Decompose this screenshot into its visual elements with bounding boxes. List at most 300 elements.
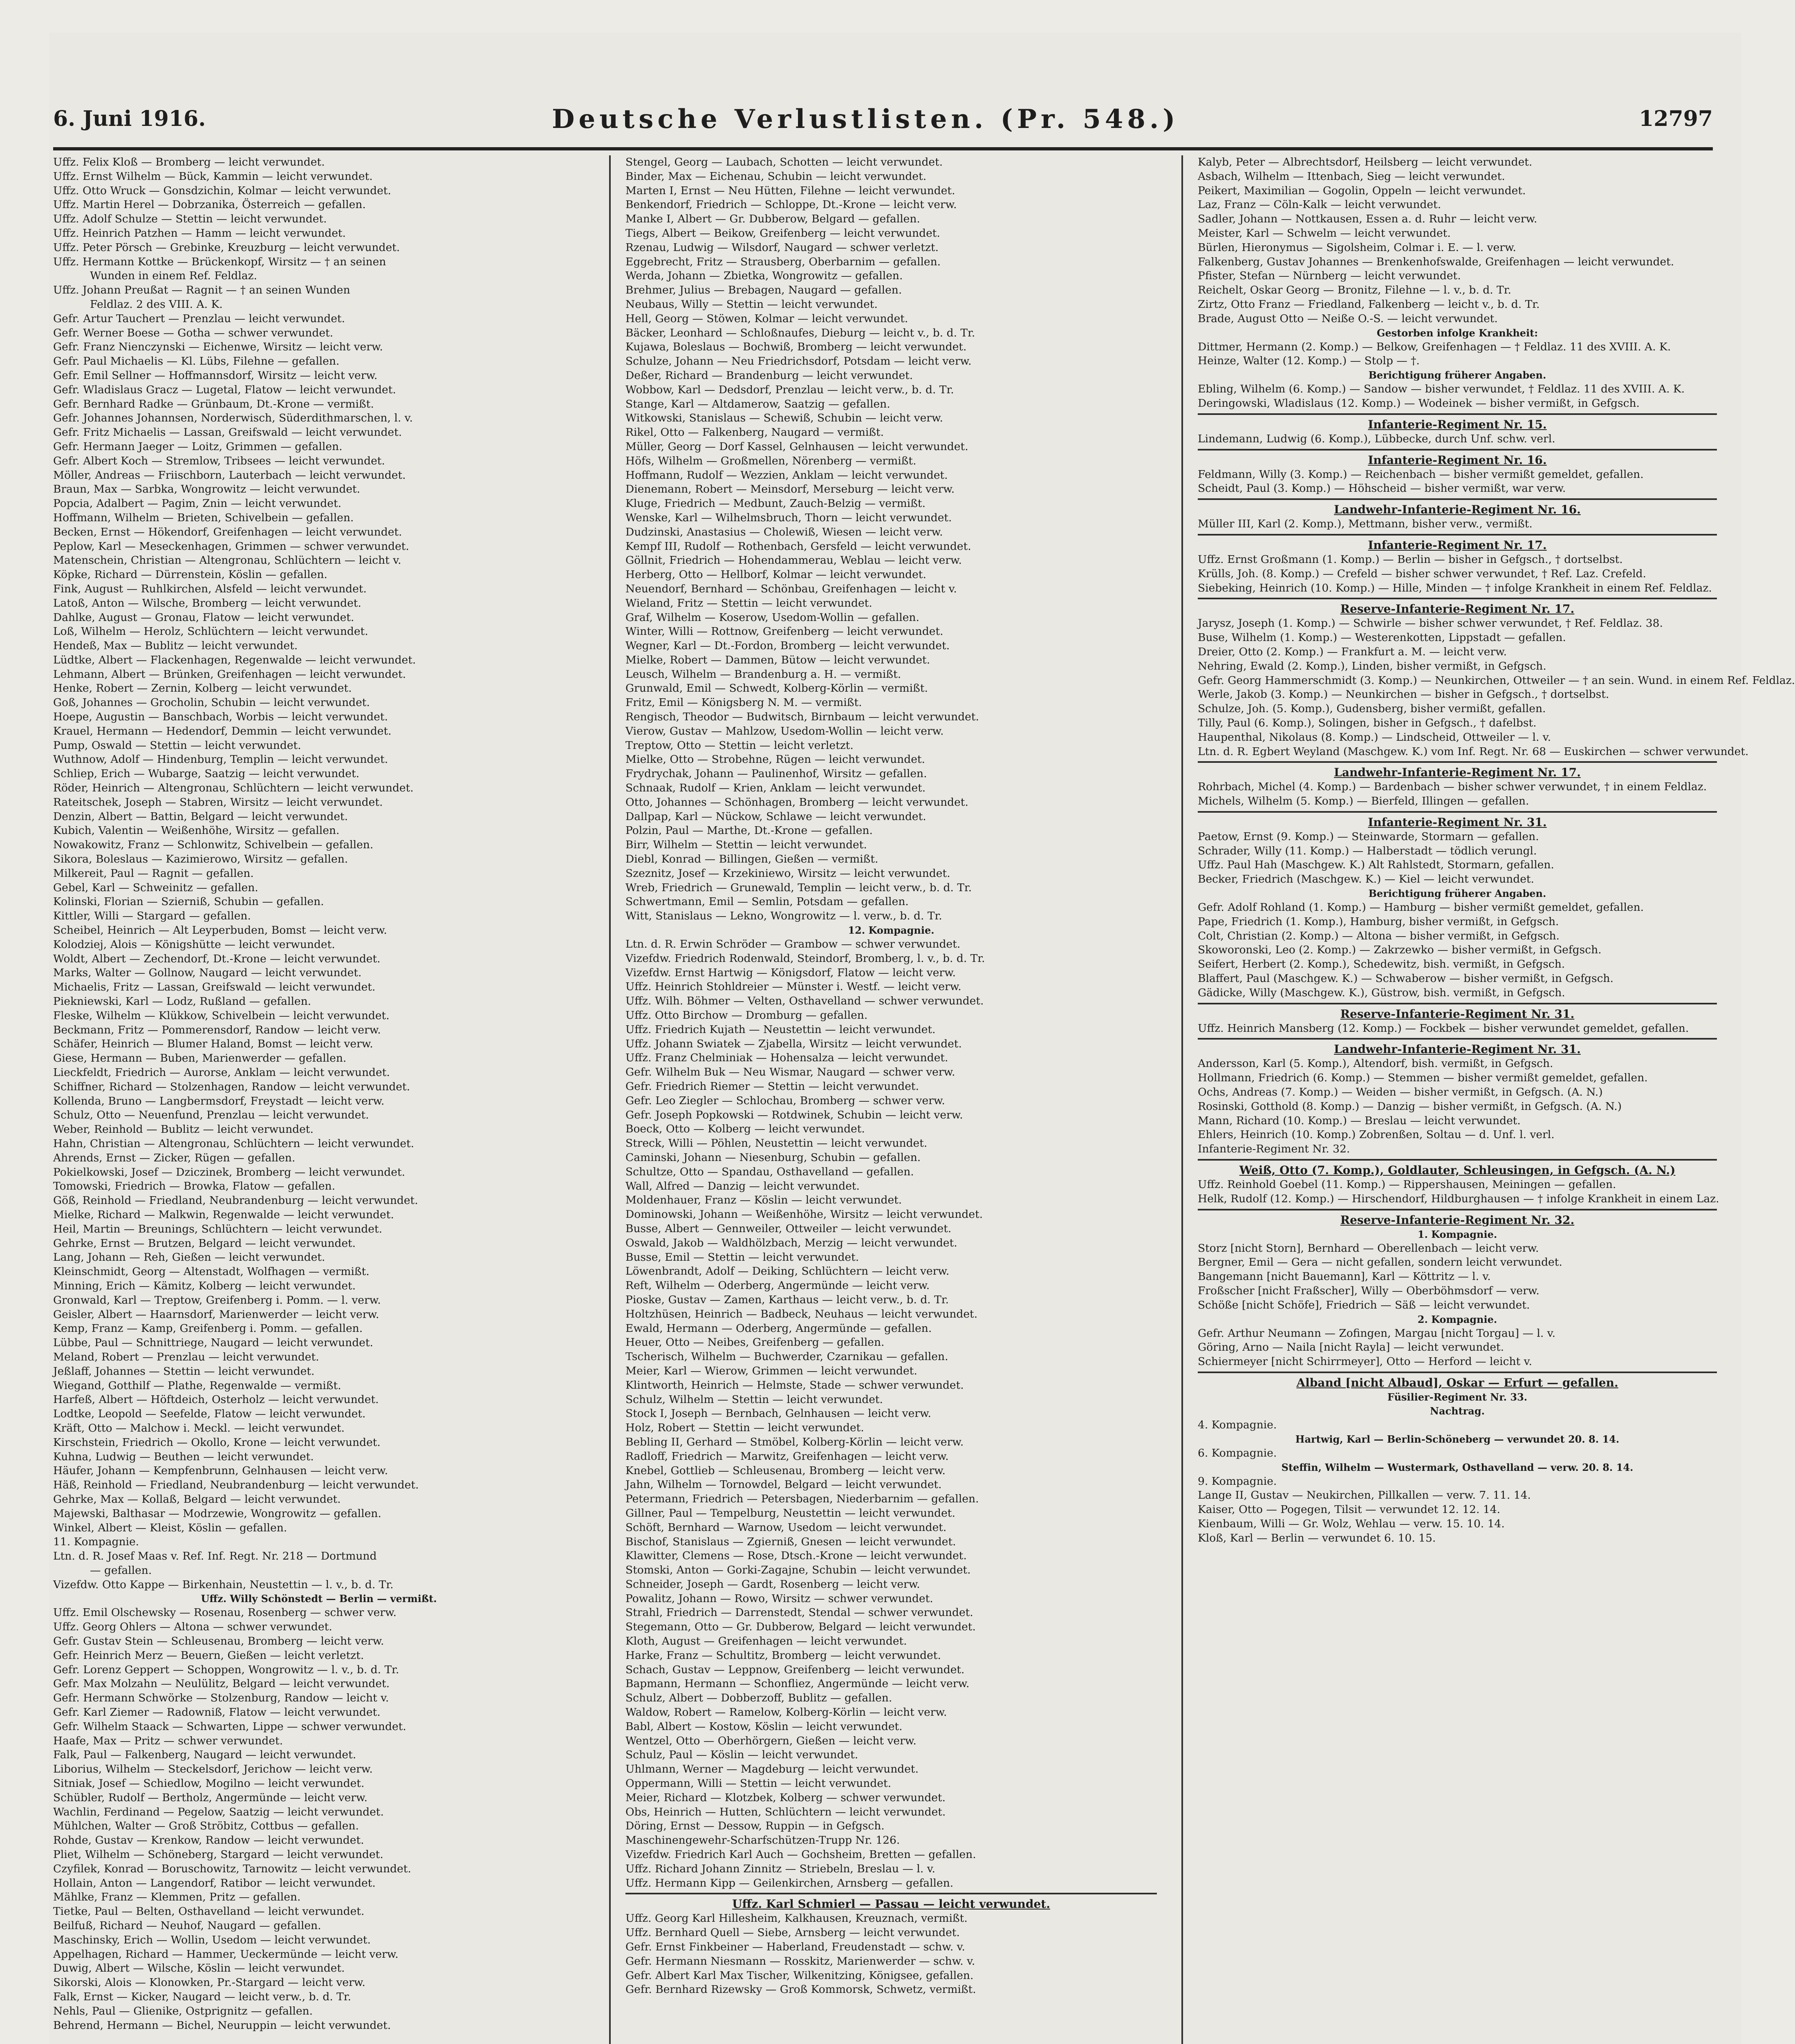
casualty-entry: Schwertmann, Emil — Semlin, Potsdam — gefallen.	[625, 895, 909, 908]
casualty-entry: Lehmann, Albert — Brünken, Greifenhagen — leicht verwundet.	[53, 668, 406, 681]
casualty-entry: Waldow, Robert — Ramelow, Kolberg-Körlin — leicht verw.	[625, 1706, 947, 1719]
casualty-entry: Hoffmann, Wilhelm — Brieten, Schivelbein — gefallen.	[53, 511, 354, 524]
casualty-entry: Witkowski, Stanislaus — Schewiß, Schubin — leicht verw.	[625, 412, 943, 425]
casualty-entry: Goß, Johannes — Grocholin, Schubin — leicht verwundet.	[53, 696, 370, 709]
casualty-entry: Frydrychak, Johann — Paulinenhof, Wirsitz — gefallen.	[625, 767, 927, 780]
casualty-entry: Tscherisch, Wilhelm — Buchwerder, Czarnikau — gefallen.	[625, 1350, 948, 1363]
section-rule	[1198, 413, 1717, 415]
casualty-entry: Dominowski, Johann — Weißenhöhe, Wirsitz — leicht verwundet.	[625, 1208, 983, 1221]
casualty-entry: Reft, Wilhelm — Oderberg, Angermünde — leicht verw.	[625, 1279, 930, 1292]
casualty-entry: Otto, Johannes — Schönhagen, Bromberg — leicht verwundet.	[625, 796, 968, 809]
casualty-entry: Wieland, Fritz — Stettin — leicht verwundet.	[625, 596, 872, 610]
casualty-entry: Lang, Johann — Reh, Gießen — leicht verwundet.	[53, 1251, 325, 1264]
casualty-entry: Michaelis, Fritz — Lassan, Greifswald — leicht verwundet.	[53, 981, 376, 994]
casualty-entry: Gefr. Adolf Rohland (1. Komp.) — Hamburg — bisher vermißt gemeldet, gefallen.	[1198, 901, 1644, 914]
casualty-entry: Treptow, Otto — Stettin — leicht verletzt.	[625, 739, 854, 752]
casualty-entry: Schach, Gustav — Leppnow, Greifenberg — leicht verwundet.	[625, 1663, 965, 1676]
casualty-entry: Schulze, Johann — Neu Friedrichsdorf, Potsdam — leicht verw.	[625, 355, 972, 368]
page-header	[53, 102, 1713, 143]
casualty-entry: Krauel, Hermann — Hedendorf, Demmin — leicht verwundet.	[53, 724, 392, 737]
casualty-entry: Jarysz, Joseph (1. Komp.) — Schwirle — bisher schwer verwundet, † Ref. Feldlaz. 38.	[1198, 617, 1663, 630]
casualty-entry: Uffz. Martin Herel — Dobrzanika, Österreich — gefallen.	[53, 198, 366, 211]
casualty-entry: Storz [nicht Storn], Bernhard — Oberellenbach — leicht verw.	[1198, 1242, 1539, 1255]
casualty-entry: Fritz, Emil — Königsberg N. M. — vermißt.	[625, 696, 862, 709]
casualty-entry: Gefr. Werner Boese — Gotha — schwer verwundet.	[53, 326, 334, 339]
casualty-entry: Minning, Erich — Kämitz, Kolberg — leicht verwundet.	[53, 1279, 356, 1292]
regiment-heading: Landwehr-Infanterie-Regiment Nr. 31.	[1334, 1042, 1581, 1056]
casualty-entry: Schiffner, Richard — Stolzenhagen, Randow — leicht verwundet.	[53, 1080, 410, 1093]
casualty-entry: Winter, Willi — Rottnow, Greifenberg — leicht verwundet.	[625, 625, 943, 638]
casualty-entry: Ewald, Hermann — Oderberg, Angermünde — gefallen.	[625, 1322, 932, 1335]
casualty-entry: Hollain, Anton — Langendorf, Ratibor — leicht verwundet.	[53, 1876, 376, 1889]
casualty-entry: Schübler, Rudolf — Bertholz, Angermünde — leicht verw.	[53, 1791, 368, 1804]
regiment-heading: Infanterie-Regiment Nr. 17.	[1368, 538, 1547, 552]
casualty-entry: 11. Kompagnie.	[53, 1535, 139, 1549]
casualty-entry: Uffz. Heinrich Patzhen — Hamm — leicht verwundet.	[53, 226, 346, 240]
casualty-entry: Michels, Wilhelm (5. Komp.) — Bierfeld, Illingen — gefallen.	[1198, 795, 1529, 808]
casualty-entry: Mielke, Richard — Malkwin, Regenwalde — leicht verwundet.	[53, 1208, 394, 1221]
casualty-entry: Kolodziej, Alois — Königshütte — leicht verwundet.	[53, 938, 335, 951]
casualty-entry: Schulze, Joh. (5. Komp.), Gudensberg, bisher vermißt, gefallen.	[1198, 702, 1546, 715]
casualty-entry: Gefr. Georg Hammerschmidt (3. Komp.) — Neunkirchen, Ottweiler — † an sein. Wund. in einem Ref. Feldlaz.	[1198, 674, 1795, 687]
casualty-entry: Falkenberg, Gustav Johannes — Brenkenhofswalde, Greifenhagen — leicht verwundet.	[1198, 255, 1674, 268]
casualty-entry: Meland, Robert — Prenzlau — leicht verwundet.	[53, 1350, 319, 1363]
casualty-entry: Liborius, Wilhelm — Steckelsdorf, Jerichow — leicht verw.	[53, 1763, 373, 1776]
casualty-entry: Gefr. Arthur Neumann — Zofingen, Margau [nicht Torgau] — l. v.	[1198, 1327, 1556, 1340]
casualty-entry: Ltn. d. R. Josef Maas v. Ref. Inf. Regt. Nr. 218 — Dortmund	[53, 1550, 377, 1563]
casualty-entry: Uffz. Franz Chelminiak — Hohensalza — leicht verwundet.	[625, 1051, 948, 1065]
casualty-entry: Moldenhauer, Franz — Köslin — leicht verwundet.	[625, 1194, 902, 1207]
casualty-entry: Uffz. Wilh. Böhmer — Velten, Osthavelland — schwer verwundet.	[625, 995, 984, 1008]
casualty-entry: Mielke, Otto — Strobehne, Rügen — leicht verwundet.	[625, 753, 925, 766]
casualty-entry: Häufer, Johann — Kempfenbrunn, Gelnhausen — leicht verw.	[53, 1464, 388, 1477]
regiment-heading: Reserve-Infanterie-Regiment Nr. 31.	[1340, 1007, 1575, 1021]
casualty-entry: Obs, Heinrich — Hutten, Schlüchtern — leicht verwundet.	[625, 1805, 946, 1818]
column-middle	[625, 155, 1157, 2028]
casualty-entry: Schliep, Erich — Wubarge, Saatzig — leicht verwundet.	[53, 767, 360, 780]
casualty-entry: Tiegs, Albert — Beikow, Greifenberg — leicht verwundet.	[625, 226, 940, 240]
section-subheading: Uffz. Willy Schönstedt — Berlin — vermißt.	[201, 1593, 437, 1605]
casualty-entry: Wreb, Friedrich — Grunewald, Templin — leicht verw., b. d. Tr.	[625, 881, 972, 894]
casualty-entry: Uffz. Bernhard Quell — Siebe, Arnsberg — leicht verwundet.	[625, 1926, 960, 1939]
casualty-entry: Lange II, Gustav — Neukirchen, Pillkallen — verw. 7. 11. 14.	[1198, 1489, 1531, 1502]
casualty-entry: Ehlers, Heinrich (10. Komp.) Zobrenßen, Soltau — d. Unf. l. verl.	[1198, 1128, 1555, 1141]
section-subheading: Nachtrag.	[1430, 1405, 1485, 1417]
casualty-entry: Dudzinski, Anastasius — Cholewiß, Wiesen — leicht verw.	[625, 525, 943, 538]
casualty-entry: Feldlaz. 2 des VIII. A. K.	[90, 298, 223, 311]
casualty-entry: Bapmann, Hermann — Schonfliez, Angermünde — leicht verw.	[625, 1677, 970, 1690]
casualty-entry: Harfeß, Albert — Höftdeich, Osterholz — leicht verwundet.	[53, 1393, 379, 1406]
casualty-entry: Manke I, Albert — Gr. Dubberow, Belgard — gefallen.	[625, 213, 920, 226]
casualty-entry: Schulz, Otto — Neuenfund, Prenzlau — leicht verwundet.	[53, 1109, 369, 1122]
casualty-entry: Blaffert, Paul (Maschgew. K.) — Schwaberow — bisher vermißt, in Gefgsch.	[1198, 972, 1613, 985]
casualty-entry: Kienbaum, Willi — Gr. Wolz, Wehlau — verw. 15. 10. 14.	[1198, 1517, 1505, 1530]
casualty-entry: Löwenbrandt, Adolf — Deiking, Schlüchtern — leicht verw.	[625, 1265, 950, 1278]
section-rule	[1198, 534, 1717, 536]
casualty-entry: Müller III, Karl (2. Komp.), Mettmann, bisher verw., vermißt.	[1198, 518, 1533, 531]
casualty-entry: Göring, Arno — Naila [nicht Rayla] — leicht verwundet.	[1198, 1341, 1504, 1354]
casualty-entry: Dahlke, August — Gronau, Flatow — leicht verwundet.	[53, 611, 354, 624]
casualty-entry: Gefr. Wladislaus Gracz — Lugetal, Flatow — leicht verwundet.	[53, 383, 396, 396]
casualty-entry: Gefr. Fritz Michaelis — Lassan, Greifswald — leicht verwundet.	[53, 426, 402, 439]
casualty-entry: Gefr. Albert Koch — Stremlow, Tribsees — leicht verwundet.	[53, 454, 385, 467]
casualty-entry: Uffz. Emil Olschewsky — Rosenau, Rosenberg — schwer verw.	[53, 1606, 397, 1619]
casualty-entry: 4. Kompagnie.	[1198, 1419, 1277, 1431]
casualty-entry: Oppermann, Willi — Stettin — leicht verwundet.	[625, 1777, 892, 1790]
casualty-entry: Holtzhüsen, Heinrich — Badbeck, Neuhaus — leicht verwundet.	[625, 1307, 978, 1320]
casualty-entry: Nehring, Ewald (2. Komp.), Linden, bisher vermißt, in Gefgsch.	[1198, 659, 1546, 672]
casualty-entry: Uffz. Richard Johann Zinnitz — Striebeln, Breslau — l. v.	[625, 1862, 935, 1875]
section-subheading: Gestorben infolge Krankheit:	[1376, 327, 1538, 339]
casualty-entry: Gefr. Joseph Popkowski — Rotdwinek, Schubin — leicht verw.	[625, 1108, 963, 1121]
casualty-entry: Hoffmann, Rudolf — Wezzien, Anklam — leicht verwundet.	[625, 468, 948, 482]
casualty-entry: Radloff, Friedrich — Marwitz, Greifenhagen — leicht verw.	[625, 1450, 949, 1463]
casualty-entry: Geisler, Albert — Haarnsdorf, Marienwerder — leicht verw.	[53, 1308, 379, 1321]
casualty-entry: Kempf III, Rudolf — Rothenbach, Gersfeld — leicht verwundet.	[625, 540, 971, 553]
casualty-entry: Gehrke, Ernst — Brutzen, Belgard — leicht verwundet.	[53, 1237, 356, 1250]
casualty-entry: Lindemann, Ludwig (6. Komp.), Lübbecke, durch Unf. schw. verl.	[1198, 432, 1555, 445]
casualty-entry: Vizefdw. Friedrich Karl Auch — Gochsheim, Bretten — gefallen.	[625, 1848, 976, 1861]
casualty-entry: Caminski, Johann — Niesenburg, Schubin — gefallen.	[625, 1151, 921, 1164]
section-rule	[1198, 1209, 1717, 1210]
casualty-entry: Uffz. Georg Karl Hillesheim, Kalkhausen, Kreuznach, vermißt.	[625, 1912, 968, 1925]
casualty-entry: Rengisch, Theodor — Budwitsch, Birnbaum — leicht verwundet.	[625, 710, 979, 724]
casualty-entry: Dallpap, Karl — Nückow, Schlawe — leicht verwundet.	[625, 810, 926, 823]
section-subheading: Berichtigung früherer Angaben.	[1368, 369, 1546, 381]
casualty-entry: Falk, Paul — Falkenberg, Naugard — leicht verwundet.	[53, 1748, 356, 1762]
casualty-entry: Beilfuß, Richard — Neuhof, Naugard — gefallen.	[53, 1919, 321, 1932]
section-subheading: 12. Kompagnie.	[848, 924, 934, 937]
casualty-entry: Brehmer, Julius — Brebagen, Naugard — gefallen.	[625, 284, 902, 297]
casualty-entry: Gädicke, Willy (Maschgew. K.), Güstrow, bish. vermißt, in Gefgsch.	[1198, 986, 1565, 999]
section-rule	[1198, 1003, 1717, 1004]
casualty-entry: Gefr. Bernhard Radke — Grünbaum, Dt.-Krone — vermißt.	[53, 397, 374, 410]
column-separator	[1181, 155, 1183, 2044]
casualty-entry: Lodtke, Leopold — Seefelde, Flatow — leicht verwundet.	[53, 1407, 366, 1421]
casualty-entry: Kloth, August — Greifenhagen — leicht verwundet.	[625, 1635, 907, 1648]
casualty-entry: Andersson, Karl (5. Komp.), Altendorf, bish. vermißt, in Gefgsch.	[1198, 1057, 1553, 1070]
regiment-heading: Landwehr-Infanterie-Regiment Nr. 17.	[1334, 766, 1581, 780]
casualty-entry: Sadler, Johann — Nottkausen, Essen a. d. Ruhr — leicht verw.	[1198, 213, 1537, 226]
casualty-entry: Tomowski, Friedrich — Browka, Flatow — gefallen.	[53, 1180, 336, 1193]
casualty-entry: Wentzel, Otto — Oberhörgern, Gießen — leicht verw.	[625, 1734, 917, 1747]
casualty-entry: Bergner, Emil — Gera — nicht gefallen, sondern leicht verwundet.	[1198, 1256, 1562, 1269]
casualty-entry: Gronwald, Karl — Treptow, Greifenberg i. Pomm. — l. verw.	[53, 1293, 381, 1307]
casualty-entry: Weber, Reinhold — Bublitz — leicht verwundet.	[53, 1123, 314, 1136]
casualty-entry: Deringowski, Wladislaus (12. Komp.) — Wodeinek — bisher vermißt, in Gefgsch.	[1198, 397, 1640, 410]
column-left	[53, 155, 585, 2032]
casualty-entry: Lübbe, Paul — Schnittriege, Naugard — leicht verwundet.	[53, 1336, 373, 1349]
casualty-entry: Knebel, Gottlieb — Schleusenau, Bromberg — leicht verw.	[625, 1464, 946, 1477]
casualty-entry: Schulz, Paul — Köslin — leicht verwundet.	[625, 1748, 858, 1762]
casualty-entry: Werle, Jakob (3. Komp.) — Neunkirchen — bisher in Gefgsch., † dortselbst.	[1198, 688, 1609, 701]
casualty-entry: Zirtz, Otto Franz — Friedland, Falkenberg — leicht v., b. d. Tr.	[1198, 298, 1540, 311]
casualty-entry: Gillner, Paul — Tempelburg, Neustettin — leicht verwundet.	[625, 1506, 955, 1520]
casualty-entry: Rateitschek, Joseph — Stabren, Wirsitz — leicht verwundet.	[53, 796, 383, 809]
casualty-entry: Gefr. Wilhelm Buk — Neu Wismar, Naugard — schwer verw.	[625, 1066, 955, 1079]
casualty-entry: Schöft, Bernhard — Warnow, Usedom — leicht verwundet.	[625, 1521, 947, 1534]
casualty-entry: Feldmann, Willy (3. Komp.) — Reichenbach — bisher vermißt gemeldet, gefallen.	[1198, 468, 1644, 481]
casualty-entry: Laz, Franz — Cöln-Kalk — leicht verwundet.	[1198, 198, 1441, 211]
regiment-heading: Landwehr-Infanterie-Regiment Nr. 16.	[1334, 503, 1581, 517]
casualty-entry: Uffz. Ernst Wilhelm — Bück, Kammin — leicht verwundet.	[53, 170, 373, 183]
casualty-entry: Schöße [nicht Schöfe], Friedrich — Säß — leicht verwundet.	[1198, 1298, 1530, 1311]
casualty-entry: Bangemann [nicht Bauemann], Karl — Köttritz — l. v.	[1198, 1270, 1491, 1283]
casualty-entry: Ochs, Andreas (7. Komp.) — Weiden — bisher vermißt, in Gefgsch. (A. N.)	[1198, 1086, 1603, 1099]
casualty-entry: Winkel, Albert — Kleist, Köslin — gefallen.	[53, 1521, 287, 1534]
casualty-entry: Tietke, Paul — Belten, Osthavelland — leicht verwundet.	[53, 1905, 365, 1918]
casualty-entry: Sikorski, Alois — Klonowken, Pr.-Stargard — leicht verw.	[53, 1976, 365, 1989]
casualty-entry: Kollenda, Bruno — Langbermsdorf, Freystadt — leicht verw.	[53, 1094, 385, 1107]
casualty-entry: Appelhagen, Richard — Hammer, Ueckermünde — leicht verw.	[53, 1948, 399, 1961]
casualty-entry: Neubaus, Willy — Stettin — leicht verwundet.	[625, 298, 878, 311]
casualty-entry: Schnaak, Rudolf — Krien, Anklam — leicht verwundet.	[625, 782, 926, 795]
casualty-entry: Witt, Stanislaus — Lekno, Wongrowitz — l. verw., b. d. Tr.	[625, 910, 942, 923]
casualty-entry: Uffz. Friedrich Kujath — Neustettin — leicht verwundet.	[625, 1023, 936, 1036]
casualty-entry: Gefr. Bernhard Rizewsky — Groß Kommorsk, Schwetz, vermißt.	[625, 1983, 976, 1996]
casualty-entry: Uffz. Otto Wruck — Gonsdzichin, Kolmar — leicht verwundet.	[53, 184, 391, 197]
casualty-entry: Gefr. Hermann Schwörke — Stolzenburg, Randow — leicht v.	[53, 1692, 389, 1705]
casualty-entry: Deßer, Richard — Brandenburg — leicht verwundet.	[625, 369, 913, 382]
casualty-entry: Maschinsky, Erich — Wollin, Usedom — leicht verwundet.	[53, 1933, 371, 1946]
casualty-entry: Uffz. Hermann Kottke — Brückenkopf, Wirsitz — † an seinen	[53, 255, 386, 268]
casualty-entry: Gefr. Max Molzahn — Neulülitz, Belgard — leicht verwundet.	[53, 1677, 390, 1690]
casualty-entry: Schulz, Albert — Dobberzoff, Bublitz — gefallen.	[625, 1692, 892, 1705]
casualty-entry: Froßscher [nicht Fraßscher], Willy — Oberböhmsdorf — verw.	[1198, 1284, 1540, 1298]
casualty-entry: Asbach, Wilhelm — Ittenbach, Sieg — leicht verwundet.	[1198, 170, 1505, 183]
casualty-entry: Maschinengewehr-Scharfschützen-Trupp Nr. 126.	[625, 1834, 900, 1847]
casualty-entry: Tilly, Paul (6. Komp.), Solingen, bisher in Gefgsch., † dafelbst.	[1198, 716, 1537, 729]
casualty-entry: Uffz. Ernst Großmann (1. Komp.) — Berlin — bisher in Gefgsch., † dortselbst.	[1198, 553, 1623, 566]
casualty-entry: Gefr. Franz Nienczynski — Eichenwe, Wirsitz — leicht verw.	[53, 341, 383, 354]
casualty-entry: Helk, Rudolf (12. Komp.) — Hirschendorf, Hildburghausen — † infolge Krankheit in einem Laz.	[1198, 1192, 1719, 1205]
casualty-entry: Vizefdw. Ernst Hartwig — Königsdorf, Flatow — leicht verw.	[625, 966, 956, 979]
casualty-entry: Henke, Robert — Zernin, Kolberg — leicht verwundet.	[53, 682, 352, 695]
section-rule	[1198, 1038, 1717, 1040]
section-subheading: 1. Kompagnie.	[1417, 1228, 1497, 1240]
casualty-entry: Kittler, Willi — Stargard — gefallen.	[53, 910, 251, 923]
casualty-entry: Rohrbach, Michel (4. Komp.) — Bardenbach — bisher schwer verwundet, † in einem Feldlaz.	[1198, 780, 1707, 793]
casualty-entry: Reichelt, Oskar Georg — Bronitz, Filehne — l. v., b. d. Tr.	[1198, 284, 1511, 297]
casualty-entry: Schultze, Otto — Spandau, Osthavelland — gefallen.	[625, 1165, 914, 1178]
casualty-entry: Wunden in einem Ref. Feldlaz.	[90, 269, 257, 282]
casualty-entry: Oswald, Jakob — Waldhölzbach, Merzig — leicht verwundet.	[625, 1236, 957, 1249]
casualty-entry: Wachlin, Ferdinand — Pegelow, Saatzig — leicht verwundet.	[53, 1805, 384, 1818]
casualty-entry: Pliet, Wilhelm — Schöneberg, Stargard — leicht verwundet.	[53, 1848, 383, 1861]
casualty-entry: Stengel, Georg — Laubach, Schotten — leicht verwundet.	[625, 156, 943, 168]
casualty-entry: Klintworth, Heinrich — Helmste, Stade — schwer verwundet.	[625, 1378, 964, 1392]
casualty-entry: Giese, Hermann — Buben, Marienwerder — gefallen.	[53, 1052, 347, 1065]
casualty-entry: Fink, August — Ruhlkirchen, Alsfeld — leicht verwundet.	[53, 582, 367, 595]
casualty-entry: Sitniak, Josef — Schiedlow, Mogilno — leicht verwundet.	[53, 1777, 365, 1790]
casualty-entry: Gefr. Artur Tauchert — Prenzlau — leicht verwundet.	[53, 312, 345, 325]
casualty-entry: Kloß, Karl — Berlin — verwundet 6. 10. 15.	[1198, 1531, 1436, 1544]
casualty-entry: Bäcker, Leonhard — Schloßnaufes, Dieburg — leicht v., b. d. Tr.	[625, 326, 975, 339]
casualty-entry: Mielke, Robert — Dammen, Bütow — leicht verwundet.	[625, 653, 930, 666]
casualty-entry: Seifert, Herbert (2. Komp.), Schedewitz, bish. vermißt, in Gefgsch.	[1198, 958, 1565, 971]
casualty-entry: Binder, Max — Eichenau, Schubin — leicht verwundet.	[625, 170, 927, 183]
casualty-entry: Infanterie-Regiment Nr. 32.	[1198, 1143, 1350, 1156]
casualty-entry: Paetow, Ernst (9. Komp.) — Steinwarde, Stormarn — gefallen.	[1198, 830, 1539, 843]
casualty-entry: Uffz. Johann Swiatek — Zjabella, Wirsitz — leicht verwundet.	[625, 1037, 962, 1050]
casualty-entry: Bischof, Stanislaus — Zgierniß, Gnesen — leicht verwundet.	[625, 1535, 956, 1548]
casualty-entry: Köpke, Richard — Dürrenstein, Köslin — gefallen.	[53, 568, 327, 581]
section-subheading: Hartwig, Karl — Berlin-Schöneberg — verwundet 20. 8. 14.	[1295, 1433, 1620, 1445]
casualty-entry: Uffz. Peter Pörsch — Grebinke, Kreuzburg — leicht verwundet.	[53, 241, 400, 254]
casualty-entry: Strahl, Friedrich — Darrenstedt, Stendal — schwer verwundet.	[625, 1606, 973, 1619]
casualty-entry: Buse, Wilhelm (1. Komp.) — Westerenkotten, Lippstadt — gefallen.	[1198, 631, 1566, 644]
regiment-heading: Weiß, Otto (7. Komp.), Goldlauter, Schleusingen, in Gefgsch. (A. N.)	[1239, 1163, 1676, 1177]
casualty-entry: Gefr. Ernst Finkbeiner — Haberland, Freudenstadt — schw. v.	[625, 1941, 965, 1954]
casualty-entry: Nowakowitz, Franz — Schlonwitz, Schivelbein — gefallen.	[53, 838, 374, 852]
casualty-entry: Denzin, Albert — Battin, Belgard — leicht verwundet.	[53, 810, 348, 823]
casualty-entry: Ahrends, Ernst — Zicker, Rügen — gefallen.	[53, 1151, 296, 1164]
casualty-entry: Vizefdw. Otto Kappe — Birkenhain, Neustettin — l. v., b. d. Tr.	[53, 1578, 394, 1591]
casualty-entry: Uffz. Felix Kloß — Bromberg — leicht verwundet.	[53, 156, 325, 168]
casualty-entry: Mählke, Franz — Klemmen, Pritz — gefallen.	[53, 1891, 301, 1904]
casualty-entry: Bebling II, Gerhard — Stmöbel, Kolberg-Körlin — leicht verw.	[625, 1435, 964, 1448]
casualty-entry: Skoworonski, Leo (2. Komp.) — Zakrzewko — bisher vermißt, in Gefgsch.	[1198, 944, 1602, 957]
casualty-entry: Kuhna, Ludwig — Beuthen — leicht verwundet.	[53, 1450, 314, 1463]
casualty-entry: Kluge, Friedrich — Medbunt, Zauch-Belzig — vermißt.	[625, 497, 926, 510]
regiment-heading: Infanterie-Regiment Nr. 16.	[1368, 453, 1547, 467]
casualty-entry: Stegemann, Otto — Gr. Dubberow, Belgard — leicht verwundet.	[625, 1620, 976, 1634]
casualty-entry: Uhlmann, Werner — Magdeburg — leicht verwundet.	[625, 1763, 919, 1776]
section-subheading: 2. Kompagnie.	[1417, 1313, 1497, 1325]
regiment-heading: Infanterie-Regiment Nr. 15.	[1368, 417, 1547, 431]
casualty-entry: Grunwald, Emil — Schwedt, Kolberg-Körlin — vermißt.	[625, 682, 928, 695]
casualty-entry: Müller, Georg — Dorf Kassel, Gelnhausen — leicht verwundet.	[625, 440, 968, 453]
casualty-entry: Rohde, Gustav — Krenkow, Randow — leicht verwundet.	[53, 1834, 364, 1847]
casualty-entry: Matenschein, Christian — Altengronau, Schlüchtern — leicht v.	[53, 554, 401, 567]
casualty-entry: Gefr. Paul Michaelis — Kl. Lübs, Filehne — gefallen.	[53, 355, 340, 368]
casualty-entry: Behrend, Hermann — Bichel, Neuruppin — leicht verwundet.	[53, 2019, 391, 2032]
casualty-entry: Gefr. Leo Ziegler — Schlochau, Bromberg — schwer verw.	[625, 1094, 945, 1107]
casualty-entry: Hell, Georg — Stöwen, Kolmar — leicht verwundet.	[625, 312, 908, 325]
casualty-entry: Meier, Karl — Wierow, Grimmen — leicht verwundet.	[625, 1364, 917, 1377]
casualty-entry: Streck, Willi — Pöhlen, Neustettin — leicht verwundet.	[625, 1137, 928, 1150]
casualty-entry: Vizefdw. Friedrich Rodenwald, Steindorf, Bromberg, l. v., b. d. Tr.	[625, 952, 985, 965]
casualty-entry: Uffz. Heinrich Mansberg (12. Komp.) — Fockbek — bisher verwundet gemeldet, gefallen.	[1198, 1022, 1689, 1035]
casualty-entry: Stange, Karl — Altdamerow, Saatzig — gefallen.	[625, 397, 890, 410]
casualty-entry: Vierow, Gustav — Mahlzow, Usedom-Wollin — leicht verw.	[625, 724, 944, 737]
casualty-entry: Busse, Albert — Gennweiler, Ottweiler — leicht verwundet.	[625, 1222, 952, 1235]
casualty-entry: Becken, Ernst — Hökendorf, Greifenhagen — leicht verwundet.	[53, 525, 402, 538]
casualty-entry: Hoepe, Augustin — Banschbach, Worbis — leicht verwundet.	[53, 710, 388, 724]
casualty-entry: Gefr. Karl Ziemer — Radowniß, Flatow — leicht verwundet.	[53, 1706, 381, 1719]
casualty-entry: Polzin, Paul — Marthe, Dt.-Krone — gefallen.	[625, 824, 873, 837]
regiment-heading: Infanterie-Regiment Nr. 31.	[1368, 815, 1547, 829]
section-rule	[1198, 1372, 1717, 1373]
casualty-entry: 9. Kompagnie.	[1198, 1475, 1277, 1488]
casualty-entry: Mühlchen, Walter — Groß Ströbitz, Cottbus — gefallen.	[53, 1820, 359, 1833]
casualty-entry: Leusch, Wilhelm — Brandenburg a. H. — vermißt.	[625, 668, 901, 681]
section-subheading: Steffin, Wilhelm — Wustermark, Osthavelland — verw. 20. 8. 14.	[1281, 1461, 1634, 1473]
casualty-entry: Göß, Reinhold — Friedland, Neubrandenburg — leicht verwundet.	[53, 1194, 418, 1207]
casualty-entry: Heuer, Otto — Neibes, Greifenberg — gefallen.	[625, 1336, 885, 1349]
casualty-entry: Uffz. Otto Birchow — Dromburg — gefallen.	[625, 1009, 868, 1022]
casualty-entry: Marten I, Ernst — Neu Hütten, Filehne — leicht verwundet.	[625, 184, 955, 197]
casualty-entry: Czyfilek, Konrad — Boruschowitz, Tarnowitz — leicht verwundet.	[53, 1862, 411, 1875]
casualty-entry: Klawitter, Clemens — Rose, Dtsch.-Krone — leicht verwundet.	[625, 1549, 967, 1562]
casualty-entry: Jeßlaff, Johannes — Stettin — leicht verwundet.	[53, 1365, 315, 1378]
casualty-entry: Wenske, Karl — Wilhelmsbruch, Thorn — leicht verwundet.	[625, 511, 952, 524]
casualty-entry: Benkendorf, Friedrich — Schloppe, Dt.-Krone — leicht verw.	[625, 198, 957, 211]
casualty-entry: Colt, Christian (2. Komp.) — Altona — bisher vermißt, in Gefgsch.	[1198, 929, 1560, 942]
casualty-entry: Birr, Wilhelm — Stettin — leicht verwundet.	[625, 838, 867, 852]
casualty-entry: Bürlen, Hieronymus — Sigolsheim, Colmar i. E. — l. verw.	[1198, 241, 1516, 254]
casualty-entry: Lüdtke, Albert — Flackenhagen, Regenwalde — leicht verwundet.	[53, 653, 416, 666]
casualty-entry: Kolinski, Florian — Szierniß, Schubin — gefallen.	[53, 895, 324, 908]
column-right	[1198, 155, 1795, 2028]
section-rule	[1198, 761, 1717, 763]
casualty-entry: Kemp, Franz — Kamp, Greifenberg i. Pomm. — gefallen.	[53, 1322, 363, 1335]
casualty-entry: Piekniewski, Karl — Lodz, Rußland — gefallen.	[53, 995, 311, 1008]
casualty-entry: Kaiser, Otto — Pogegen, Tilsit — verwundet 12. 12. 14.	[1198, 1503, 1501, 1516]
casualty-entry: Gebel, Karl — Schweinitz — gefallen.	[53, 881, 258, 894]
casualty-entry: Graf, Wilhelm — Koserow, Usedom-Wollin — gefallen.	[625, 611, 919, 624]
casualty-entry: Sikora, Boleslaus — Kazimierowo, Wirsitz — gefallen.	[53, 853, 348, 866]
casualty-entry: Röder, Heinrich — Altengronau, Schlüchtern — leicht verwundet.	[53, 782, 414, 795]
casualty-entry: Pfister, Stefan — Nürnberg — leicht verwundet.	[1198, 269, 1461, 282]
casualty-entry: Heil, Martin — Breunings, Schlüchtern — leicht verwundet.	[53, 1222, 383, 1235]
casualty-entry: Meier, Richard — Klotzbek, Kolberg — schwer verwundet.	[625, 1791, 946, 1804]
casualty-entry: Neuendorf, Bernhard — Schönbau, Greifenhagen — leicht v.	[625, 582, 957, 595]
section-rule	[625, 1893, 1157, 1894]
casualty-entry: Heinze, Walter (12. Komp.) — Stolp — †.	[1198, 354, 1420, 368]
casualty-entry: Jahn, Wilhelm — Tornowdel, Belgard — leicht verwundet.	[625, 1478, 942, 1491]
casualty-entry: Marks, Walter — Gollnow, Naugard — leicht verwundet.	[53, 966, 362, 979]
column-separator	[609, 155, 611, 2044]
casualty-entry: Latoß, Anton — Wilsche, Bromberg — leicht verwundet.	[53, 596, 361, 610]
casualty-entry: Beckmann, Fritz — Pommerensdorf, Randow — leicht verw.	[53, 1023, 381, 1036]
section-subheading: Füsilier-Regiment Nr. 33.	[1387, 1391, 1528, 1403]
casualty-entry: Siebeking, Heinrich (10. Komp.) — Hille, Minden — † infolge Krankheit in einem Ref. Feldlaz.	[1198, 581, 1712, 594]
casualty-entry: Szeznitz, Josef — Krzekiniewo, Wirsitz — leicht verwundet.	[625, 867, 950, 880]
casualty-entry: Werda, Johann — Zbietka, Wongrowitz — gefallen.	[625, 269, 903, 282]
casualty-entry: Fleske, Wilhelm — Klükkow, Schivelbein — leicht verwundet.	[53, 1009, 390, 1022]
regiment-heading: Alband [nicht Albaud], Oskar — Erfurt — gefallen.	[1296, 1376, 1618, 1390]
casualty-entry: Peikert, Maximilian — Gogolin, Oppeln — leicht verwundet.	[1198, 184, 1526, 197]
casualty-entry: Mann, Richard (10. Komp.) — Breslau — leicht verwundet.	[1198, 1114, 1521, 1127]
casualty-entry: Uffz. Paul Hah (Maschgew. K.) Alt Rahlstedt, Stormarn, gefallen.	[1198, 858, 1554, 872]
casualty-entry: Schneider, Joseph — Gardt, Rosenberg — leicht verw.	[625, 1578, 920, 1591]
casualty-entry: Uffz. Georg Ohlers — Altona — schwer verwundet.	[53, 1620, 332, 1634]
casualty-entry: Meister, Karl — Schwelm — leicht verwundet.	[1198, 226, 1451, 240]
section-subheading: Berichtigung früherer Angaben.	[1368, 888, 1546, 900]
casualty-entry: Schulz, Wilhelm — Stettin — leicht verwundet.	[625, 1393, 883, 1406]
casualty-entry: Loß, Wilhelm — Herolz, Schlüchtern — leicht verwundet.	[53, 625, 368, 638]
casualty-entry: Nehls, Paul — Glienike, Ostprignitz — gefallen.	[53, 2004, 313, 2017]
casualty-entry: Boeck, Otto — Kolberg — leicht verwundet.	[625, 1123, 865, 1136]
casualty-entry: Rikel, Otto — Falkenberg, Naugard — vermißt.	[625, 426, 884, 439]
casualty-entry: Uffz. Johann Preußat — Ragnit — † an seinen Wunden	[53, 284, 350, 297]
casualty-entry: Uffz. Reinhold Goebel (11. Komp.) — Rippershausen, Meiningen — gefallen.	[1198, 1178, 1616, 1191]
casualty-entry: Kräft, Otto — Malchow i. Meckl. — leicht verwundet.	[53, 1421, 345, 1434]
casualty-entry: Herberg, Otto — Hellborf, Kolmar — leicht verwundet.	[625, 568, 926, 581]
casualty-entry: Lieckfeldt, Friedrich — Aurorse, Anklam — leicht verwundet.	[53, 1066, 390, 1079]
casualty-entry: Milkereit, Paul — Ragnit — gefallen.	[53, 867, 254, 880]
section-rule	[1198, 498, 1717, 500]
casualty-entry: Ebling, Wilhelm (6. Komp.) — Sandow — bisher verwundet, † Feldlaz. 11 des XVIII. A. K.	[1198, 383, 1685, 396]
casualty-entry: Hendeß, Max — Bublitz — leicht verwundet.	[53, 639, 298, 652]
casualty-entry: Schiermeyer [nicht Schirrmeyer], Otto — Herford — leicht v.	[1198, 1355, 1532, 1368]
casualty-entry: Gefr. Albert Karl Max Tischer, Wilkenitzing, Königsee, gefallen.	[625, 1969, 974, 1982]
casualty-entry: Holz, Robert — Stettin — leicht verwundet.	[625, 1421, 864, 1434]
casualty-entry: Petermann, Friedrich — Petersbagen, Niederbarnim — gefallen.	[625, 1493, 979, 1506]
casualty-entry: Scheidt, Paul (3. Komp.) — Höhscheid — bisher vermißt, war verw.	[1198, 482, 1566, 495]
casualty-entry: Pokielkowski, Josef — Dziczinek, Bromberg — leicht verwundet.	[53, 1165, 406, 1179]
